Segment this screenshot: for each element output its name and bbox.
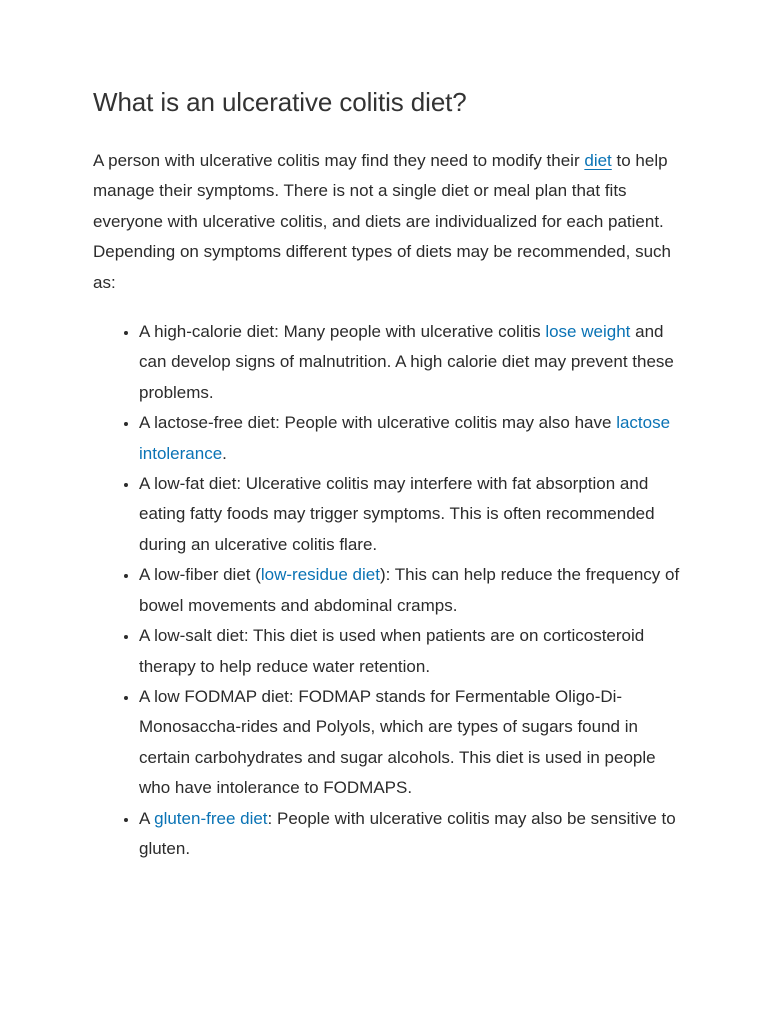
list-item-low-fat <box>139 469 683 560</box>
gluten-free-diet-link[interactable]: gluten-free diet <box>154 808 268 828</box>
list-item-text: A low-fiber diet ( <box>139 565 261 585</box>
list-item-text: ): This can help reduce the frequency of bowel movements and abdominal cramps. <box>139 565 680 615</box>
list-item-gluten-free <box>139 804 683 865</box>
diet-link[interactable]: diet <box>584 151 612 170</box>
intro-text-after-link: to help manage their symptoms. There is not a single diet or meal plan that fits everyone with ulcerative colitis, and diets are individualized for each patient. Depending on symptoms different types of diets may be recommended, such as: <box>93 151 671 292</box>
lose-weight-link[interactable]: lose weight <box>545 322 631 342</box>
list-item-lactose-free <box>139 408 683 469</box>
list-item-text: A high-calorie diet: Many people with ulcerative colitis <box>139 322 546 342</box>
list-item-text: : People with ulcerative colitis may also be sensitive to gluten. <box>139 808 676 858</box>
list-item-low-salt <box>139 621 683 682</box>
list-item-text: A <box>139 808 155 828</box>
diet-types-list <box>93 317 683 864</box>
list-item-low-fodmap <box>139 682 683 804</box>
low-residue-diet-link[interactable]: low-residue diet <box>260 565 380 585</box>
list-item-text: . <box>222 443 227 463</box>
list-item-text: A low FODMAP diet: FODMAP stands for Fermentable Oligo-Di-Monosaccha-rides and Polyols, which are types of sugars found in certain carbohydrates and sugar alcohols. This diet is used in people who have intolerance to FODMAPS. <box>139 686 656 798</box>
list-item-low-fiber <box>139 560 683 621</box>
intro-text-before-link: A person with ulcerative colitis may find they need to modify their <box>93 151 585 170</box>
intro-paragraph <box>93 146 683 298</box>
list-item-text: A lactose-free diet: People with ulcerative colitis may also have <box>139 413 617 433</box>
list-item-text: and can develop signs of malnutrition. A high calorie diet may prevent these problems. <box>139 322 674 402</box>
list-item-text: A low-salt diet: This diet is used when patients are on corticosteroid therapy to help reduce water retention. <box>139 626 645 676</box>
list-item-text: A low-fat diet: Ulcerative colitis may interfere with fat absorption and eating fatty foods may trigger symptoms. This is often recommended during an ulcerative colitis flare. <box>139 474 655 554</box>
list-item-high-calorie <box>139 317 683 408</box>
article <box>93 84 683 864</box>
page-title: What is an ulcerative colitis diet? <box>93 87 467 117</box>
lactose-intolerance-link[interactable]: lactose intolerance <box>139 413 671 463</box>
